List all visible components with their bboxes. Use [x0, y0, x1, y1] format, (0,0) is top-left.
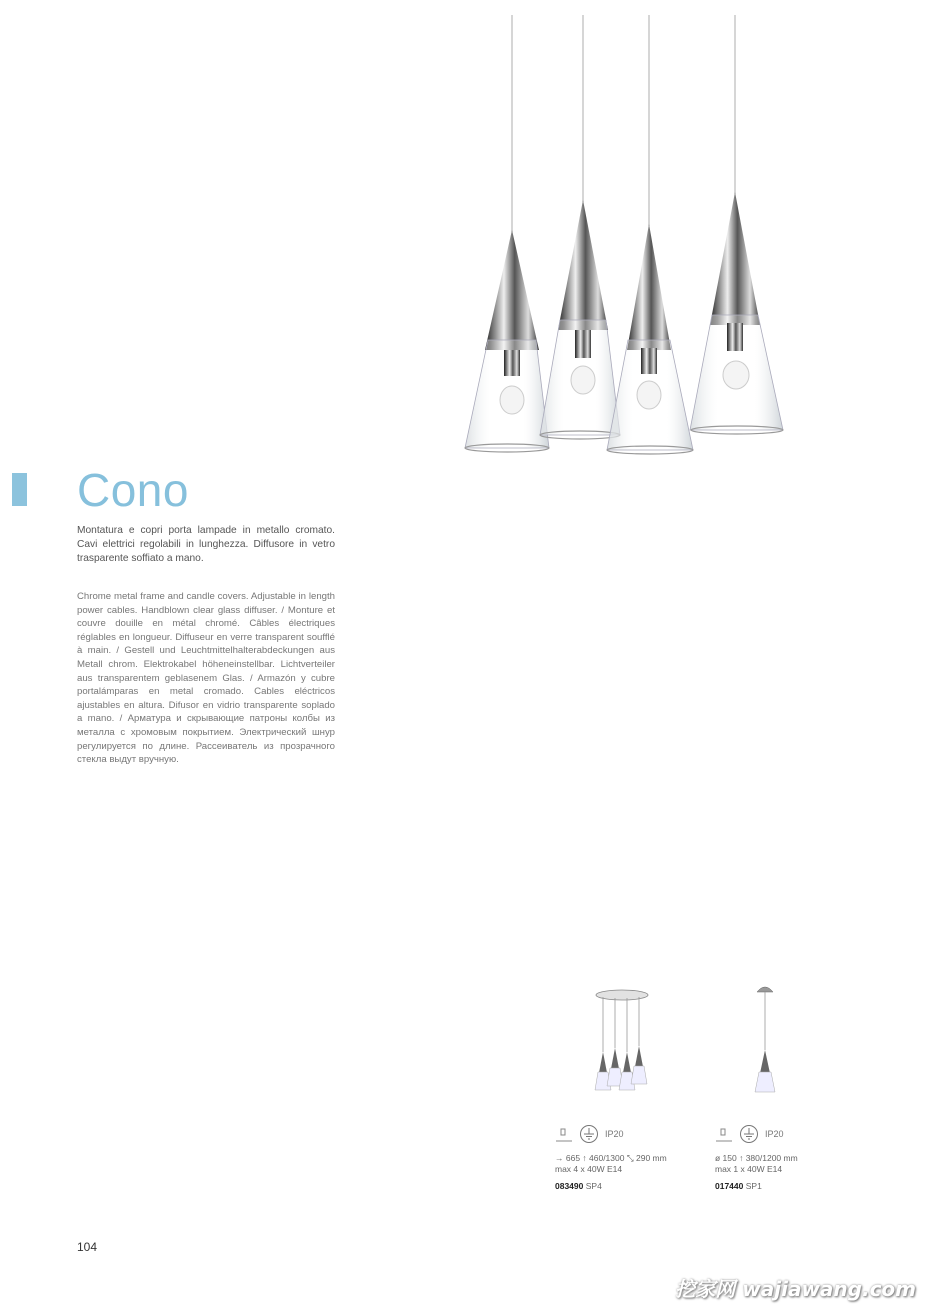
spec-block-sp1	[715, 1153, 798, 1192]
power-rating: max 1 x 40W E14	[715, 1164, 783, 1174]
description-italian: Montatura e copri porta lampade in metallo cromato. Cavi elettrici regolabili in lunghezza. Diffusore in vetro trasparente soffiato a mano.	[77, 525, 335, 564]
hero-lamp-image	[455, 10, 805, 460]
earth-ground-icon	[739, 1124, 759, 1144]
spec-icons-sp1	[715, 1124, 784, 1144]
power-rating: max 4 x 40W E14	[555, 1164, 623, 1174]
ip-rating: IP20	[605, 1129, 624, 1139]
watermark: 挖家网 wajiawang.com	[675, 1277, 916, 1301]
earth-ground-icon	[579, 1124, 599, 1144]
product-code: 017440	[715, 1181, 744, 1191]
section-accent-bar	[12, 473, 27, 506]
class-i-icon	[715, 1125, 733, 1143]
ip-rating: IP20	[765, 1129, 784, 1139]
product-code: 083490	[555, 1181, 584, 1191]
product-type: SP1	[745, 1181, 762, 1191]
dimensions: → 665 ↑ 460/1300 ⤡ 290 mm	[555, 1153, 667, 1163]
product-type: SP4	[585, 1181, 602, 1191]
product-title: Cono	[77, 464, 189, 516]
thumbnail-sp1-image	[745, 980, 785, 1095]
thumbnail-sp4-image	[585, 980, 665, 1095]
class-i-icon	[555, 1125, 573, 1143]
spec-block-sp4	[555, 1153, 667, 1192]
page-number: 104	[77, 1240, 98, 1254]
description-multilingual: Chrome metal frame and candle covers. Adjustable in length power cables. Handblown clear glass diffuser. / Monture et couvre douille en métal chromé. Câbles électriques réglables en longueur. Diffuseur en verre transparent soufflé à main. / Gestell und Leuchtmittelhalterabdeckungen aus Metall chrom. Elektrokabel höheneinstellbar. Lichtverteiler aus transparentem geblasenem Glas. / Armazón y cubre portalámparas en metal cromado. Cables eléctricos ajustables en altura. Difusor en vidrio transparente soplado a mano. / Арматура и скрывающие патроны колбы из металла с хромовым покрытием. Электрический шнур регулируется по длине. Рассеиватель из прозрачного стекла выдут вручную.	[77, 591, 335, 766]
dimensions: ø 150 ↑ 380/1200 mm	[715, 1153, 798, 1163]
spec-icons-sp4	[555, 1124, 624, 1144]
